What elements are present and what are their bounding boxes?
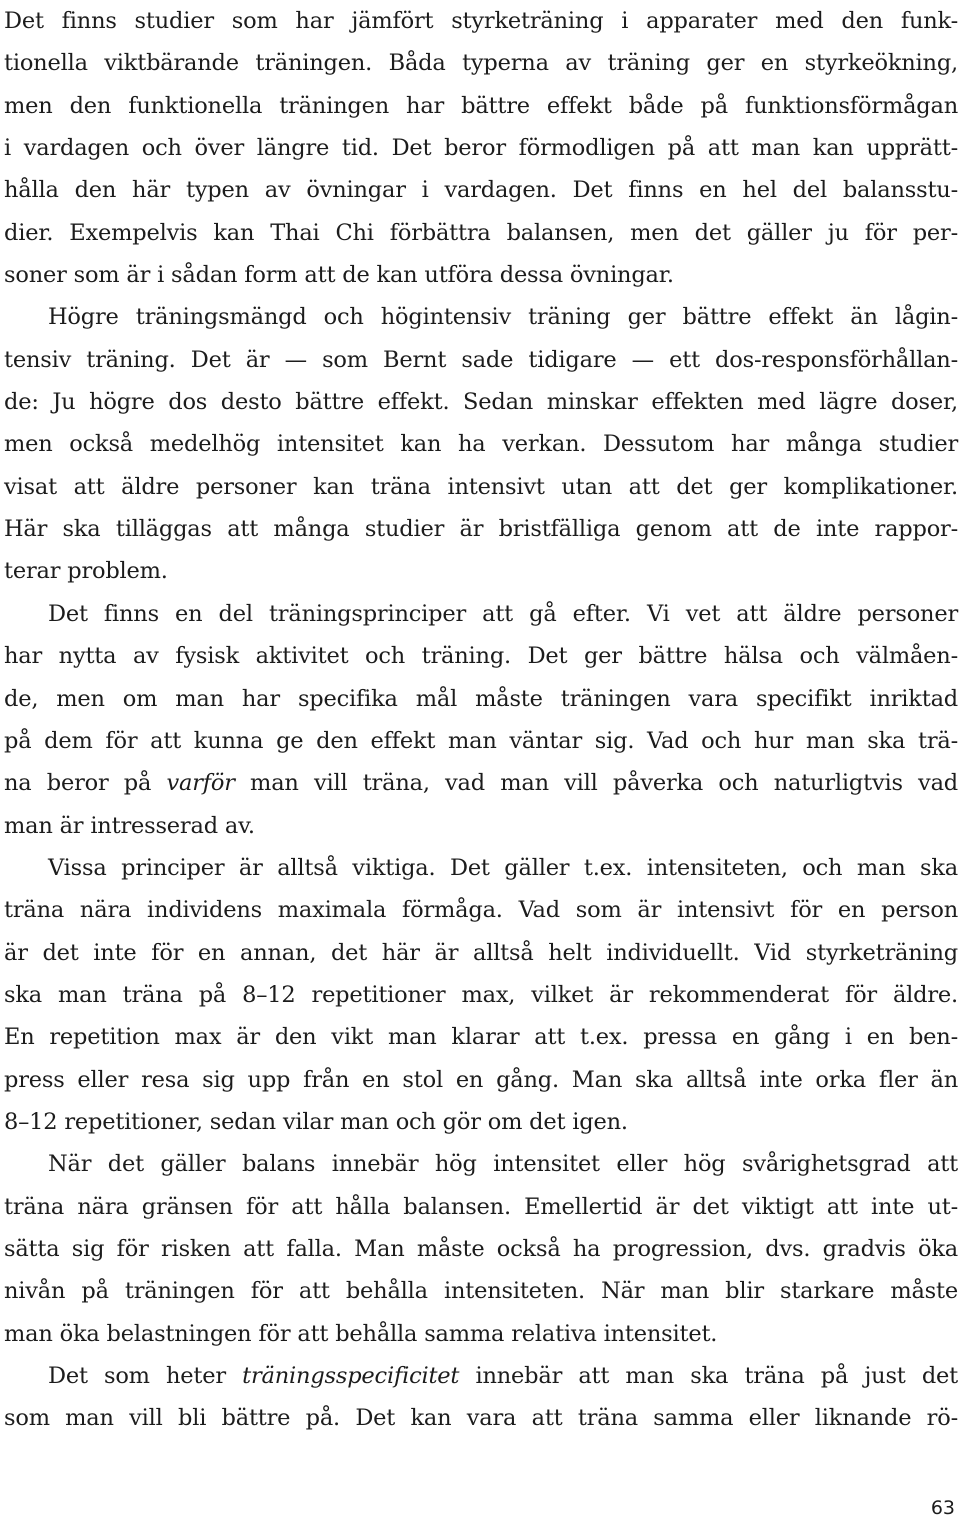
text-segment: Det som heter [48,1363,243,1389]
text-line: i vardagen och över längre tid. Det beror förmodligen på att man kan upprätt- [4,135,958,162]
text-line: men den funktionella träningen har bättre effekt både på funktionsförmågan [4,92,958,119]
text-line: Högre träningsmängd och högintensiv träning ger bättre effekt än lågin- [48,304,958,331]
text-line: man är intresserad av. [4,812,255,839]
text-segment: na beror på [4,770,167,797]
text-line: träna nära gränsen för att hålla balansen. Emellertid är det viktigt att inte ut- [4,1193,958,1220]
text-line: terar problem. [4,558,168,585]
text-segment: man vill träna, vad man vill påverka och naturligtvis vad [234,770,958,797]
emphasis-word: träningsspecificitet [242,1363,460,1389]
text-line: men också medelhög intensitet kan ha verkan. Dessutom har många studier [4,431,958,458]
text-line: dier. Exempelvis kan Thai Chi förbättra balansen, men det gäller ju för per- [4,219,958,246]
text-line: press eller resa sig upp från en stol en gång. Man ska alltså inte orka fler än [4,1066,958,1093]
text-line-mixed [4,1355,958,1397]
text-line: ska man träna på 8–12 repetitioner max, vilket är rekommenderat för äldre. [4,981,958,1008]
text-line: När det gäller balans innebär hög intensitet eller hög svårighetsgrad att [48,1151,958,1178]
text-segment: innebär att man ska träna på just det [459,1363,958,1389]
text-line: visat att äldre personer kan träna intensivt utan att det ger komplikationer. [4,473,958,500]
text-line: är det inte för en annan, det här är alltså helt individuellt. Vid styrketräning [4,939,958,966]
text-line: hålla den här typen av övningar i vardagen. Det finns en hel del balansstu- [4,177,958,204]
text-line: tionella viktbärande träningen. Båda typerna av träning ger en styrkeökning, [4,50,958,77]
text-line: som man vill bli bättre på. Det kan vara att träna samma eller liknande rö- [4,1405,958,1432]
text-line: 8–12 repetitioner, sedan vilar man och gör om det igen. [4,1108,628,1135]
document-page [4,0,958,1440]
text-line: Det finns studier som har jämfört styrketräning i apparater med den funk- [4,8,958,34]
text-line: de: Ju högre dos desto bättre effekt. Sedan minskar effekten med lägre doser, [4,389,958,416]
text-line: man öka belastningen för att behålla samma relativa intensitet. [4,1320,718,1347]
text-line: tensiv träning. Det är — som Bernt sade tidigare — ett dos-responsförhållan- [4,346,958,373]
text-line: Här ska tilläggas att många studier är bristfälliga genom att de inte rappor- [4,516,958,543]
text-line: soner som är i sådan form att de kan utföra dessa övningar. [4,262,674,289]
text-line: Det finns en del träningsprinciper att gå efter. Vi vet att äldre personer [48,600,958,627]
text-line: sätta sig för risken att falla. Man måste också ha progression, dvs. gradvis öka [4,1235,958,1262]
emphasis-word: varför [166,770,235,797]
text-line: nivån på träningen för att behålla intensiteten. När man blir starkare måste [4,1278,958,1305]
text-line: har nytta av fysisk aktivitet och träning. Det ger bättre hälsa och välmåen- [4,643,958,670]
page-number: 63 [930,1497,955,1519]
text-line-mixed [4,762,958,804]
text-line: träna nära individens maximala förmåga. Vad som är intensivt för en person [4,897,958,924]
text-line: Vissa principer är alltså viktiga. Det gäller t.ex. intensiteten, och man ska [48,854,958,881]
text-line: på dem för att kunna ge den effekt man väntar sig. Vad och hur man ska trä- [4,727,958,754]
text-line: de, men om man har specifika mål måste träningen vara specifikt inriktad [4,685,958,712]
text-line: En repetition max är den vikt man klarar att t.ex. pressa en gång i en ben- [4,1024,958,1051]
